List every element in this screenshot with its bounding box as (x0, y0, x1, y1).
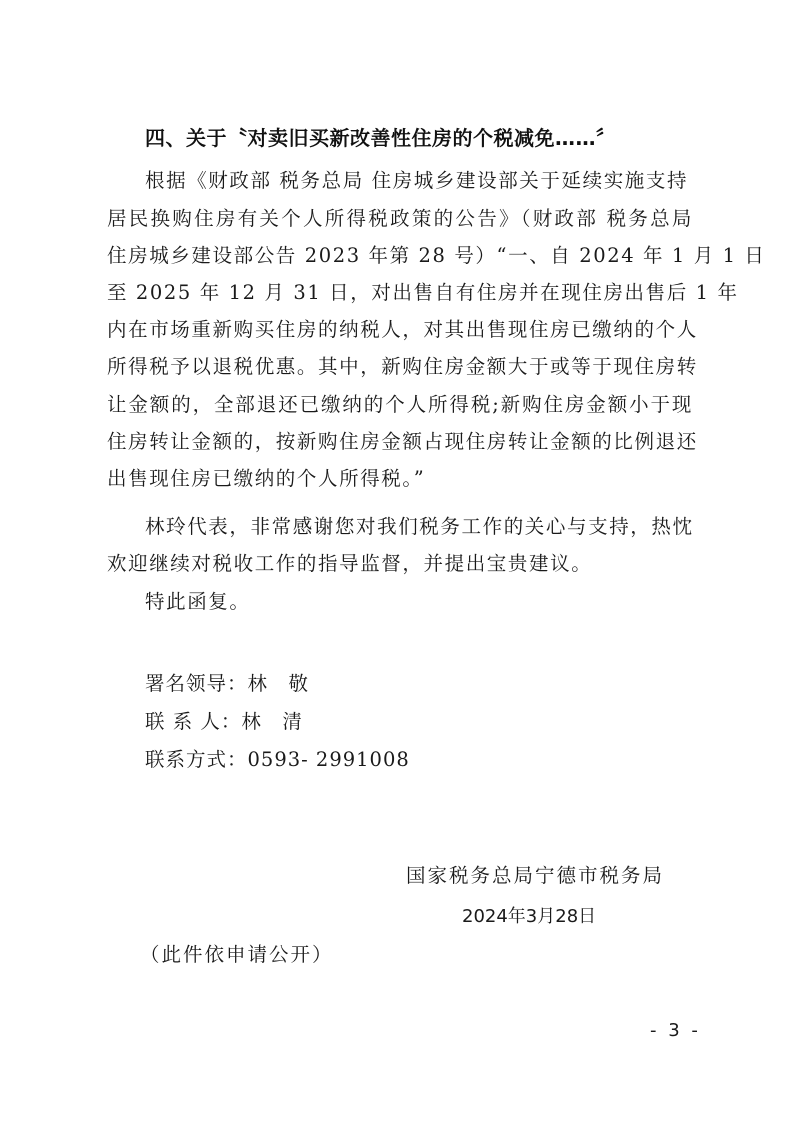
paragraph-line: 内在市场重新购买住房的纳税人，对其出售现住房已缴纳的个人 (107, 318, 698, 341)
section-heading: 四、关于〝对卖旧买新改善性住房的个税减免……〞 (145, 126, 617, 150)
disclosure-note: （此件依申请公开） (140, 943, 334, 966)
paragraph-line: 欢迎继续对税收工作的指导监督，并提出宝贵建议。 (107, 552, 593, 575)
paragraph-line: 所得税予以退税优惠。其中，新购住房金额大于或等于现住房转 (107, 355, 698, 378)
paragraph-line: 让金额的，全部退还已缴纳的个人所得税;新购住房金额小于现 (107, 393, 693, 416)
paragraph-line: 至 2025 年 12 月 31 日，对出售自有住房并在现住房出售后 1 年 (107, 281, 739, 304)
paragraph-line: 出售现住房已缴纳的个人所得税。” (107, 467, 426, 490)
signing-leader: 署名领导：林 敬 (145, 672, 310, 695)
paragraph-line: 林玲代表，非常感谢您对我们税务工作的关心与支持，热忱 (145, 515, 694, 538)
closing-text: 特此函复。 (145, 590, 251, 613)
issue-date: 2024年3月28日 (462, 906, 597, 927)
paragraph-line: 住房城乡建设部公告 2023 年第 28 号）“一、自 2024 年 1 月 1 日 (107, 244, 766, 267)
paragraph-line: 住房转让金额的，按新购住房金额占现住房转让金额的比例退还 (107, 430, 698, 453)
paragraph-line: 居民换购住房有关个人所得税政策的公告》（财政部 税务总局 (107, 207, 693, 230)
contact-person: 联 系 人：林 清 (145, 710, 303, 733)
issuing-organization: 国家税务总局宁德市税务局 (406, 864, 665, 887)
contact-method: 联系方式：0593- 2991008 (145, 748, 410, 771)
page-number: - 3 - (650, 1020, 701, 1041)
paragraph-line: 根据《财政部 税务总局 住房城乡建设部关于延续实施支持 (145, 169, 689, 192)
